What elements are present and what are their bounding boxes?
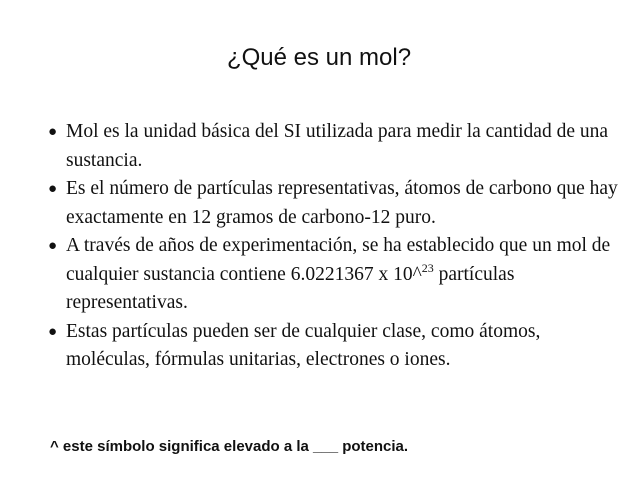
exponent-superscript: 23	[421, 260, 434, 275]
slide-title: ¿Qué es un mol?	[226, 44, 412, 71]
bullet-text: Mol es la unidad básica del SI utilizada para medir la cantidad de una sustancia.	[66, 121, 609, 171]
bullet-dot-icon: ●	[48, 323, 58, 340]
bullet-dot-icon: ●	[48, 238, 58, 254]
footnote: ^ este símbolo significa elevado a la ___ potencia.	[50, 438, 409, 455]
bullet-item	[48, 318, 618, 375]
bullet-text: Estas partículas pueden ser de cualquier clase, como átomos, moléculas, fórmulas unitarias, electrones o iones.	[66, 320, 541, 370]
bullet-item	[48, 118, 618, 175]
bullet-text-continued: partículas representativas.	[66, 263, 515, 313]
bullet-item	[48, 232, 618, 318]
bullet-item	[48, 175, 618, 232]
bullet-dot-icon: ●	[48, 124, 58, 140]
bullet-dot-icon: ●	[48, 181, 58, 197]
bullet-text: Es el número de partículas representativas, átomos de carbono que hay exactamente en 12 gramos de carbono-12 puro.	[66, 178, 618, 228]
bullet-list	[48, 118, 618, 375]
bullet-text: A través de años de experimentación, se ha establecido que un mol de cualquier sustancia contiene 6.0221367 x 10^	[66, 235, 611, 285]
